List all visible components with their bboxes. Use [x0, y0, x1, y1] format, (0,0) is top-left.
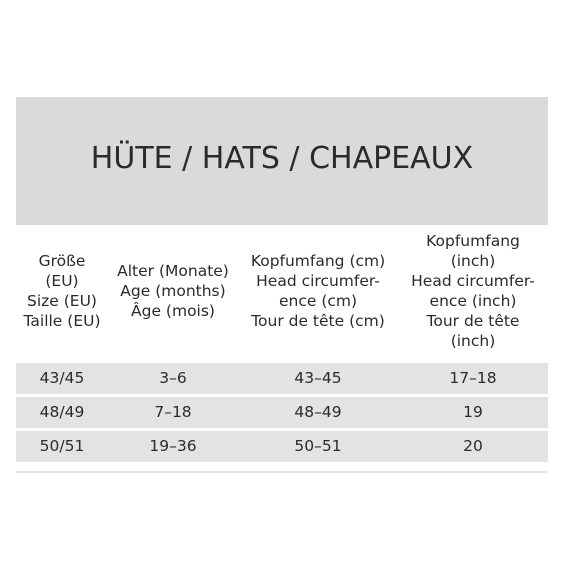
cell-size: 43/45 [39, 369, 85, 387]
bottom-divider [16, 471, 548, 473]
table-row [16, 397, 548, 428]
cell-size: 50/51 [39, 437, 85, 455]
page-title: HÜTE / HATS / CHAPEAUX [90, 140, 474, 176]
header-age: Alter (Monate) Age (months) Âge (mois) [117, 262, 229, 320]
table-header [16, 225, 548, 357]
table-row [16, 363, 548, 394]
header-size: Größe (EU) Size (EU) Taille (EU) [23, 252, 101, 330]
cell-age: 3–6 [159, 369, 187, 387]
cell-size: 48/49 [39, 403, 85, 421]
cell-head-cm: 43–45 [294, 369, 342, 387]
header-head-inch: Kopfumfang (inch) Head circumfer- ence (inch) Tour de tête (inch) [411, 232, 535, 350]
cell-head-cm: 50–51 [294, 437, 342, 455]
cell-age: 19–36 [149, 437, 197, 455]
cell-age: 7–18 [154, 403, 192, 421]
cell-head-cm: 48–49 [294, 403, 342, 421]
cell-head-inch: 20 [463, 437, 483, 455]
cell-head-inch: 19 [463, 403, 483, 421]
title-band [16, 97, 548, 225]
table-row [16, 431, 548, 462]
cell-head-inch: 17–18 [449, 369, 497, 387]
header-head-cm: Kopfumfang (cm) Head circumfer- ence (cm) Tour de tête (cm) [250, 252, 386, 330]
